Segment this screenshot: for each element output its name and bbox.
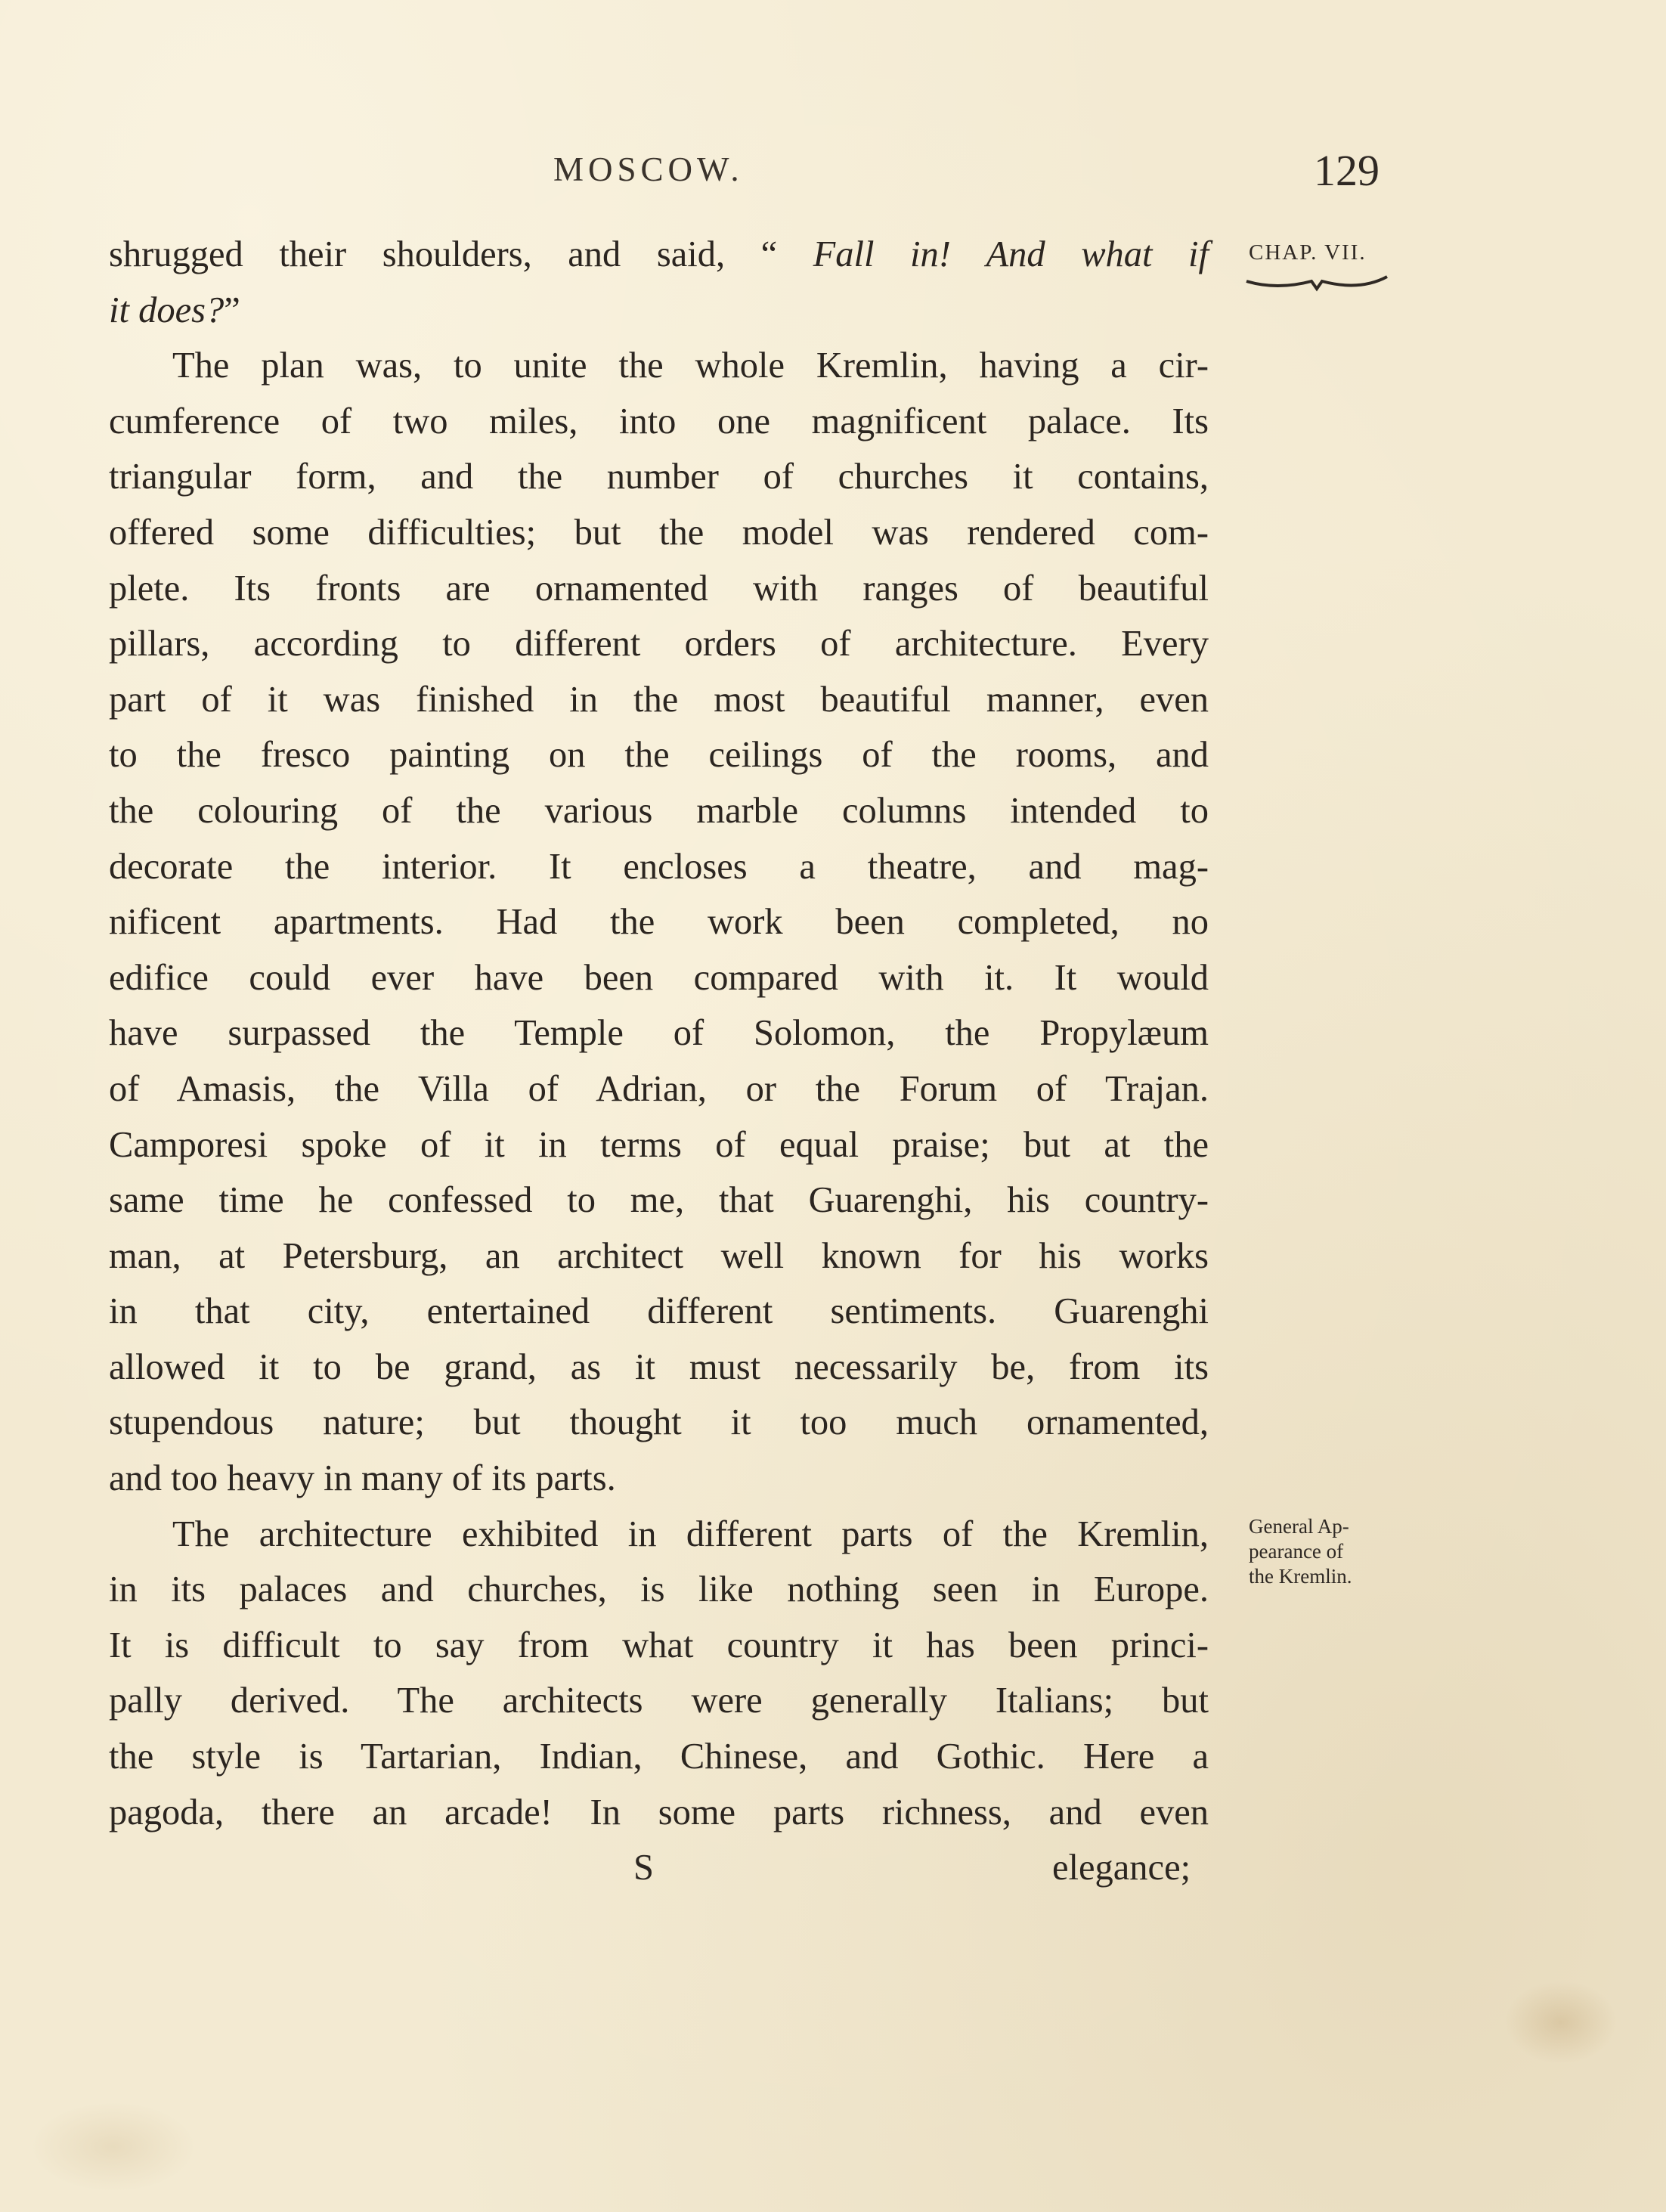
text-line: the colouring of the various marble columns intended to — [109, 790, 1209, 831]
text-line: part of it was finished in the most beautiful manner, even — [109, 679, 1209, 720]
text-line: and too heavy in many of its parts. — [109, 1458, 616, 1499]
text-line: of Amasis, the Villa of Adrian, or the Forum of Trajan. — [109, 1068, 1209, 1109]
text-line: offered some difficulties; but the model was rendered com- — [109, 512, 1209, 553]
text-line: same time he confessed to me, that Guarenghi, his country- — [109, 1180, 1209, 1221]
text-line: The architecture exhibited in different parts of the Kremlin, — [172, 1513, 1209, 1554]
chapter-marker: CHAP. VII. — [1249, 240, 1367, 265]
running-title: MOSCOW. — [553, 150, 744, 188]
signature-line — [109, 1840, 1209, 1896]
text-line: nificent apartments. Had the work been completed, no — [109, 902, 1209, 943]
page-number: 129 — [1314, 146, 1380, 195]
body-text — [109, 227, 1209, 1896]
text-line: in its palaces and churches, is like nothing seen in Europe. — [109, 1569, 1209, 1610]
text-line: stupendous nature; but thought it too much ornamented, — [109, 1402, 1209, 1443]
paper-stain — [1504, 1981, 1618, 2064]
text-line: plete. Its fronts are ornamented with ranges of beautiful — [109, 568, 1209, 609]
text-line: It is difficult to say from what country it has been princi- — [109, 1625, 1209, 1665]
text-line: decorate the interior. It encloses a theatre, and mag- — [109, 846, 1209, 887]
running-head — [0, 146, 1666, 195]
text-line: in that city, entertained different sentiments. Guarenghi — [109, 1291, 1209, 1332]
paper-stain — [30, 2102, 197, 2192]
margin-note-line: General Ap- — [1249, 1515, 1349, 1538]
margin-note — [1249, 1514, 1352, 1589]
text-line: have surpassed the Temple of Solomon, the Propylæum — [109, 1013, 1209, 1054]
margin-note-line: pearance of — [1249, 1540, 1344, 1563]
text-line: man, at Petersburg, an architect well known for his works — [109, 1235, 1209, 1276]
text-line: pillars, according to different orders of architecture. Every — [109, 624, 1209, 665]
text-line: shrugged their shoulders, and said, “ Fall in! And what if — [109, 234, 1209, 274]
catchword: elegance; — [1052, 1848, 1191, 1888]
text-line: allowed it to be grand, as it must necessarily be, from its — [109, 1346, 1209, 1387]
text-line: triangular form, and the number of churches it contains, — [109, 457, 1209, 497]
text-line: Camporesi spoke of it in terms of equal praise; but at the — [109, 1124, 1209, 1165]
text-line: pally derived. The architects were generally Italians; but — [109, 1681, 1209, 1721]
signature-mark: S — [633, 1848, 654, 1888]
chapter-brace-ornament — [1243, 271, 1391, 301]
text-line: it does?” — [109, 290, 240, 330]
text-line: cumference of two miles, into one magnificent palace. Its — [109, 401, 1209, 441]
text-line: The plan was, to unite the whole Kremlin, having a cir- — [172, 345, 1209, 386]
text-line: edifice could ever have been compared with it. It would — [109, 957, 1209, 998]
margin-note-line: the Kremlin. — [1249, 1565, 1352, 1588]
text-line: the style is Tartarian, Indian, Chinese, and Gothic. Here a — [109, 1736, 1209, 1777]
text-line: to the fresco painting on the ceilings of the rooms, and — [109, 735, 1209, 776]
text-line: pagoda, there an arcade! In some parts richness, and even — [109, 1792, 1209, 1832]
